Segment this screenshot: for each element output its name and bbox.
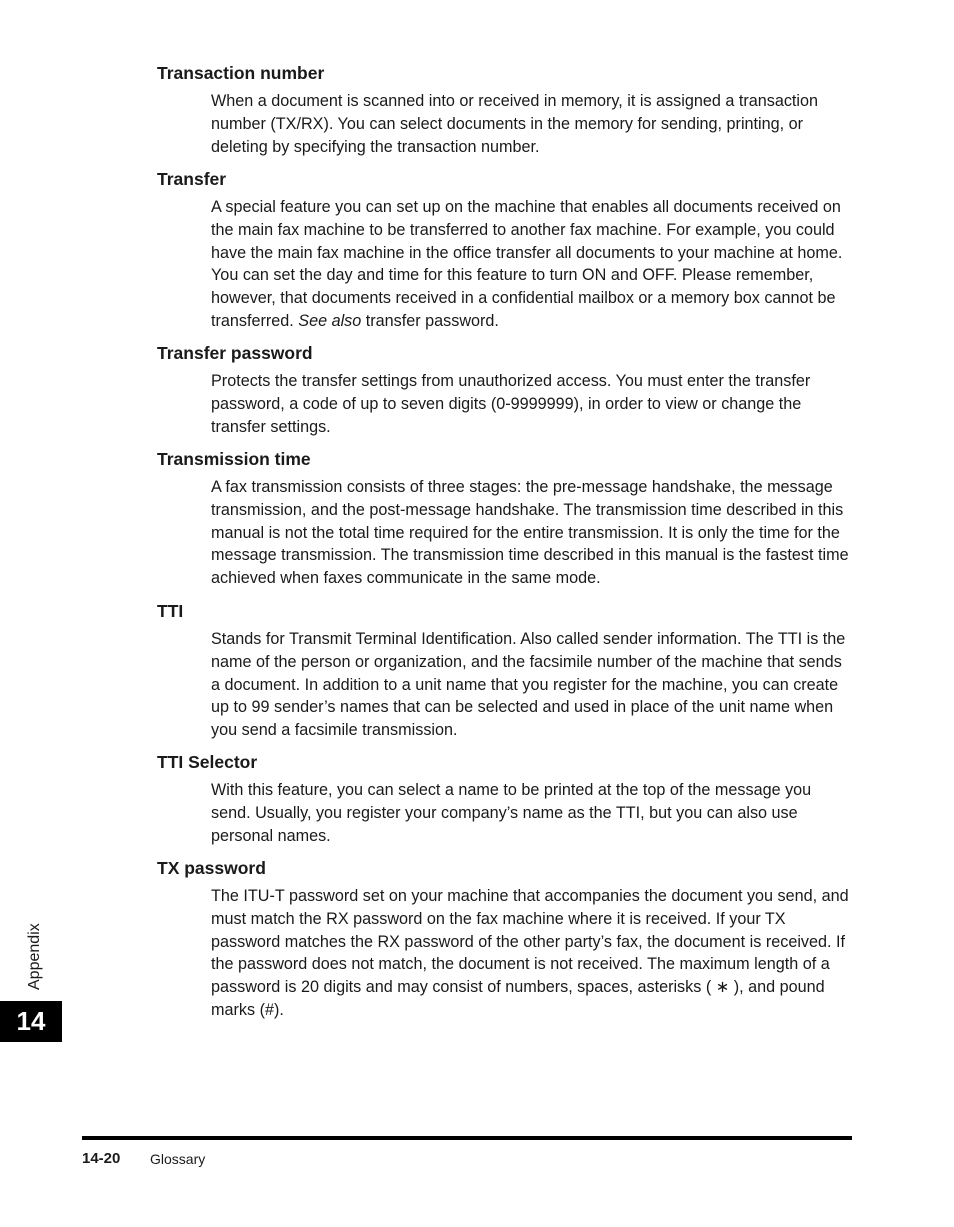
see-also-text: See also [298, 311, 362, 330]
entry-term: TTI Selector [157, 752, 258, 772]
glossary-entry-tx-password [157, 857, 857, 1022]
entry-definition: Stands for Transmit Terminal Identification. Also called sender information. The TTI is the name of the person or organization, and the facsimile number of the machine that sends a document. In addition to a unit name that you register for the machine, you can create up to 99 sender’s names that can be selected and used in place of the unit name when you send a facsimile transmission. [211, 630, 846, 740]
entry-term: Transaction number [157, 63, 325, 83]
side-tab-label: Appendix [26, 923, 43, 990]
page-number: 14-20 [82, 1150, 121, 1167]
entry-term: Transfer password [157, 343, 313, 363]
glossary-entry-transaction-number [157, 62, 857, 158]
entry-definition: The ITU-T password set on your machine that accompanies the document you send, and must match the RX password on the fax machine where it is received. If your TX password matches the RX password of the other party’s fax, the document is received. If the password does not match, the document is not received. The maximum length of a password is 20 digits and may consist of numbers, spaces, asterisks ( ∗ ), and pound marks (#). [211, 887, 849, 1019]
glossary-entry-tti [157, 600, 857, 742]
entry-term: Transfer [157, 169, 227, 189]
entry-definition: When a document is scanned into or received in memory, it is assigned a transaction number (TX/RX). You can select documents in the memory for sending, printing, or deleting by specifying the transaction number. [211, 92, 819, 156]
entry-term: TTI [157, 601, 184, 621]
entry-definition: Protects the transfer settings from unauthorized access. You must enter the transfer password, a code of up to seven digits (0-9999999), in order to view or change the transfer settings. [211, 372, 811, 436]
entry-term: TX password [157, 858, 266, 878]
glossary-entry-transmission-time [157, 448, 857, 590]
chapter-number-tab: 14 [0, 1001, 62, 1042]
entry-definition: A fax transmission consists of three stages: the pre-message handshake, the message transmission, and the post-message handshake. The transmission time described in this manual is not the total time required for the entire transmission. It is only the time for the message transmission. The transmission time described in this manual is the fastest time achieved when faxes communicate in the same mode. [211, 478, 849, 588]
entry-definition [211, 196, 851, 333]
footer-rule [82, 1136, 852, 1140]
definition-text: A special feature you can set up on the machine that enables all documents received on the main fax machine to be transferred to another fax machine. For example, you could have the main fax machine in the office transfer all documents to your machine at home. You can set the day and time for this feature to turn ON and OFF. Please remember, however, that documents received in a confidential mailbox or a memory box cannot be transferred. [211, 198, 843, 330]
entry-definition: With this feature, you can select a name to be printed at the top of the message you send. Usually, you register your company’s name as the TTI, but you can also use personal names. [211, 781, 812, 845]
glossary-entry-transfer-password [157, 342, 857, 438]
glossary-entry-tti-selector [157, 751, 857, 847]
entry-term: Transmission time [157, 449, 311, 469]
definition-text-end: transfer password. [361, 311, 499, 330]
footer-section-title: Glossary [150, 1151, 206, 1167]
glossary-entry-transfer [157, 168, 857, 333]
